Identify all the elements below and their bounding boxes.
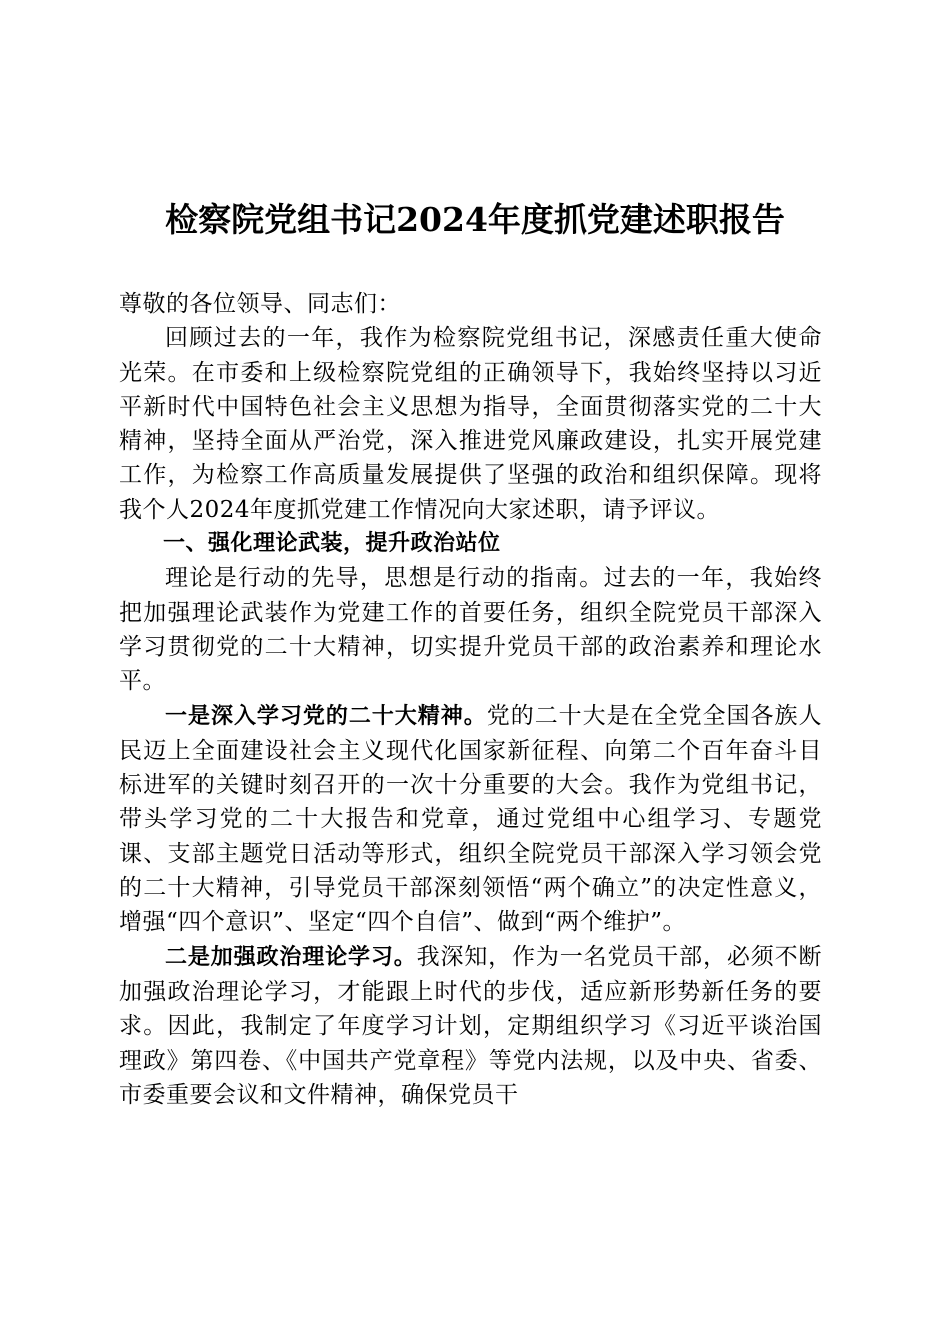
salutation: 尊敬的各位领导、同志们： <box>119 291 401 317</box>
item-1-lead: 一是深入学习党的二十大精神。 <box>165 703 487 729</box>
intro-paragraph: 回顾过去的一年，我作为检察院党组书记，深感责任重大使命光荣。在市委和上级检察院党组的正确领导下，我始终坚持以习近平新时代中国特色社会主义思想为指导，全面贯彻落实党的二十大精神，坚持全面从严治党，深入推进党风廉政建设，扎实开展党建工作，为检察工作高质量发展提供了坚强的政治和组织保障。现将我个人2024年度抓党建工作情况向大家述职，请予评议。 <box>119 325 822 523</box>
document-body <box>119 287 822 1112</box>
section-1-paragraph: 理论是行动的先导，思想是行动的指南。过去的一年，我始终把加强理论武装作为党建工作的首要任务，组织全院党员干部深入学习贯彻党的二十大精神，切实提升党员干部的政治素养和理论水平。 <box>119 565 822 695</box>
item-2-lead: 二是加强政治理论学习。 <box>165 944 417 970</box>
section-1-item-2 <box>119 940 822 1112</box>
section-heading-1: 一、强化理论武装，提升政治站位 <box>163 531 501 557</box>
document-title: 检察院党组书记2024年度抓党建述职报告 <box>165 200 785 239</box>
item-1-text: 党的二十大是在全党全国各族人民迈上全面建设社会主义现代化国家新征程、向第二个百年奋斗目标进军的关键时刻召开的一次十分重要的大会。我作为党组书记，带头学习党的二十大报告和党章，通过党组中心组学习、专题党课、支部主题党日活动等形式，组织全院党员干部深入学习领会党的二十大精神，引导党员干部深刻领悟“两个确立”的决定性意义，增强“四个意识”、坚定“四个自信”、做到“两个维护”。 <box>119 702 822 936</box>
item-2-text: 我深知，作为一名党员干部，必须不断加强政治理论学习，才能跟上时代的步伐，适应新形势新任务的要求。因此，我制定了年度学习计划，定期组织学习《习近平谈治国理政》第四卷、《中国共产党章程》等党内法规，以及中央、省委、市委重要会议和文件精神，确保党员干 <box>119 943 822 1108</box>
section-1-item-1 <box>119 699 822 940</box>
